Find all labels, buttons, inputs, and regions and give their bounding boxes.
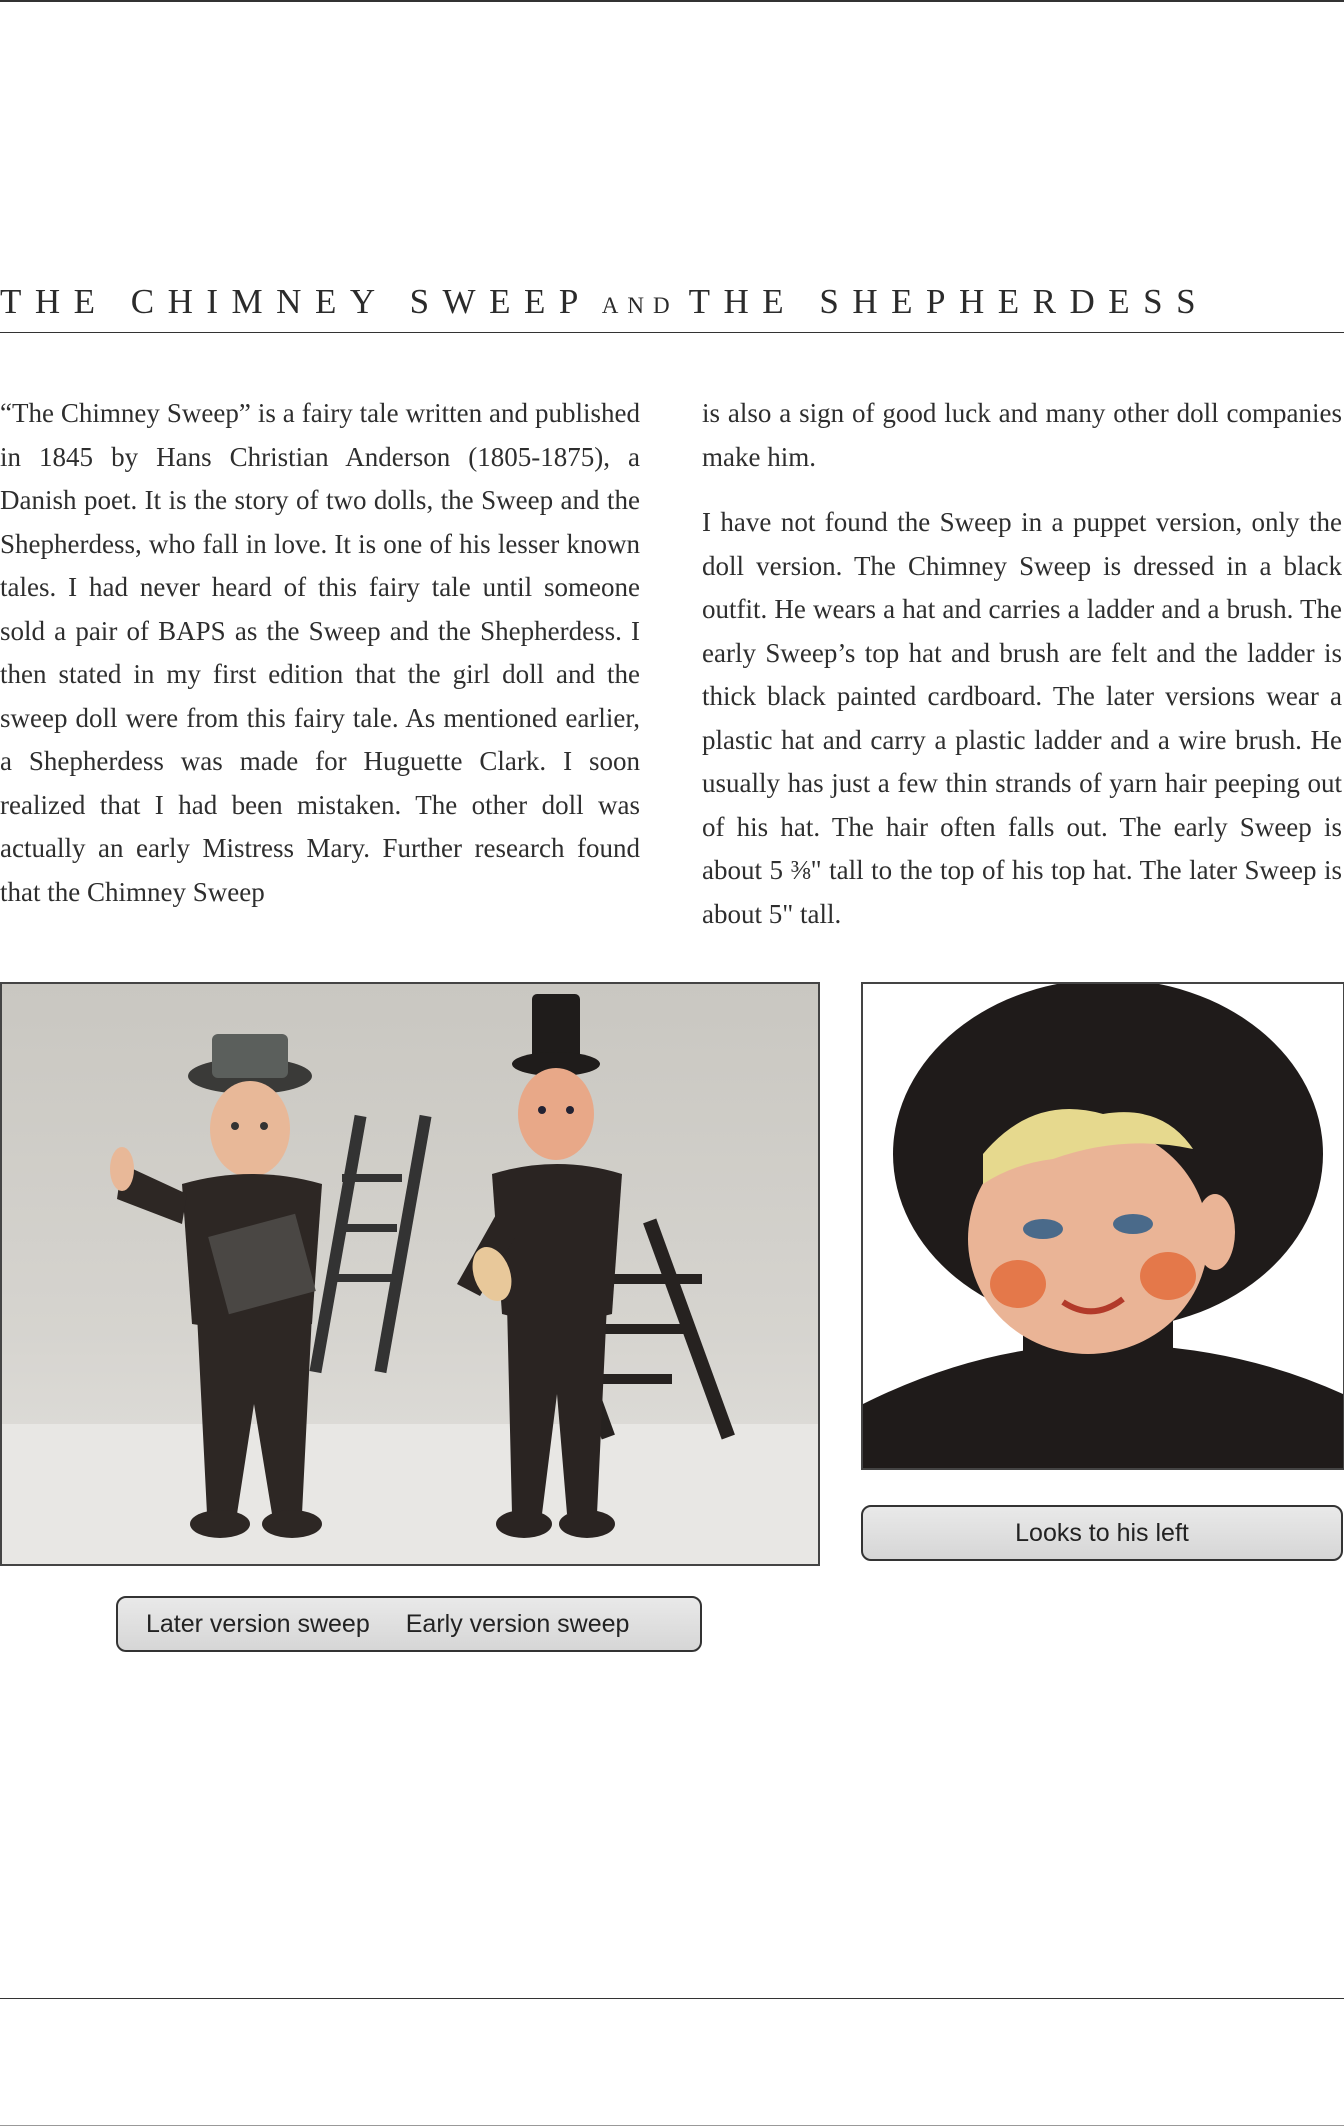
bottom-rule — [0, 1998, 1344, 1999]
caption-two-dolls — [116, 1596, 702, 1652]
page-title — [0, 282, 1344, 322]
photo-sweep-closeup — [861, 982, 1344, 1470]
body-paragraph: I have not found the Sweep in a puppet version, only the doll version. The Chimney Sweep is dressed in a black outfit. He wears a hat and carries a ladder and a brush. The early Sweep’s top hat and brush are felt and the ladder is thick black painted cardboard. The later versions wear a plastic hat and carry a plastic ladder and a wire brush. He usually has just a few thin strands of yarn hair peeping out of his hat. The hair often falls out. The early Sweep is about 5 ⅜" tall to the top of his top hat. The later Sweep is about 5" tall. — [702, 507, 1342, 929]
title-underline — [0, 332, 1344, 333]
page-bottom-edge — [0, 2125, 1344, 2126]
sweep-dolls-picture — [2, 984, 818, 1564]
title-connector: AND — [601, 293, 679, 318]
text-column-right — [702, 392, 1342, 936]
photo-two-sweep-dolls — [0, 982, 820, 1566]
sweep-face-picture — [863, 984, 1343, 1468]
caption-later-text: Later version sweep — [146, 1609, 370, 1638]
caption-closeup — [861, 1505, 1343, 1561]
top-rule — [0, 0, 1344, 2]
title-part-2: THE SHEPHERDESS — [688, 282, 1210, 321]
title-part-1: THE CHIMNEY SWEEP — [0, 282, 592, 321]
text-column-left — [0, 392, 640, 914]
body-paragraph: “The Chimney Sweep” is a fairy tale written and published in 1845 by Hans Christian Anderson (1805-1875), a Danish poet. It is the story of two dolls, the Sweep and the Shepherdess, who fall in love. It is one of his lesser known tales. I had never heard of this fairy tale until someone sold a pair of BAPS as the Sweep and the Shepherdess. I then stated in my first edition that the girl doll and the sweep doll were from this fairy tale. As mentioned earlier, a Shepherdess was made for Huguette Clark. I soon realized that I had been mistaken. The other doll was actually an early Mistress Mary. Further research found that the Chimney Sweep — [0, 398, 640, 907]
caption-early-text: Early version sweep — [405, 1609, 630, 1638]
body-paragraph: is also a sign of good luck and many other doll companies make him. — [702, 398, 1342, 472]
caption-closeup-text: Looks to his left — [1015, 1518, 1189, 1547]
